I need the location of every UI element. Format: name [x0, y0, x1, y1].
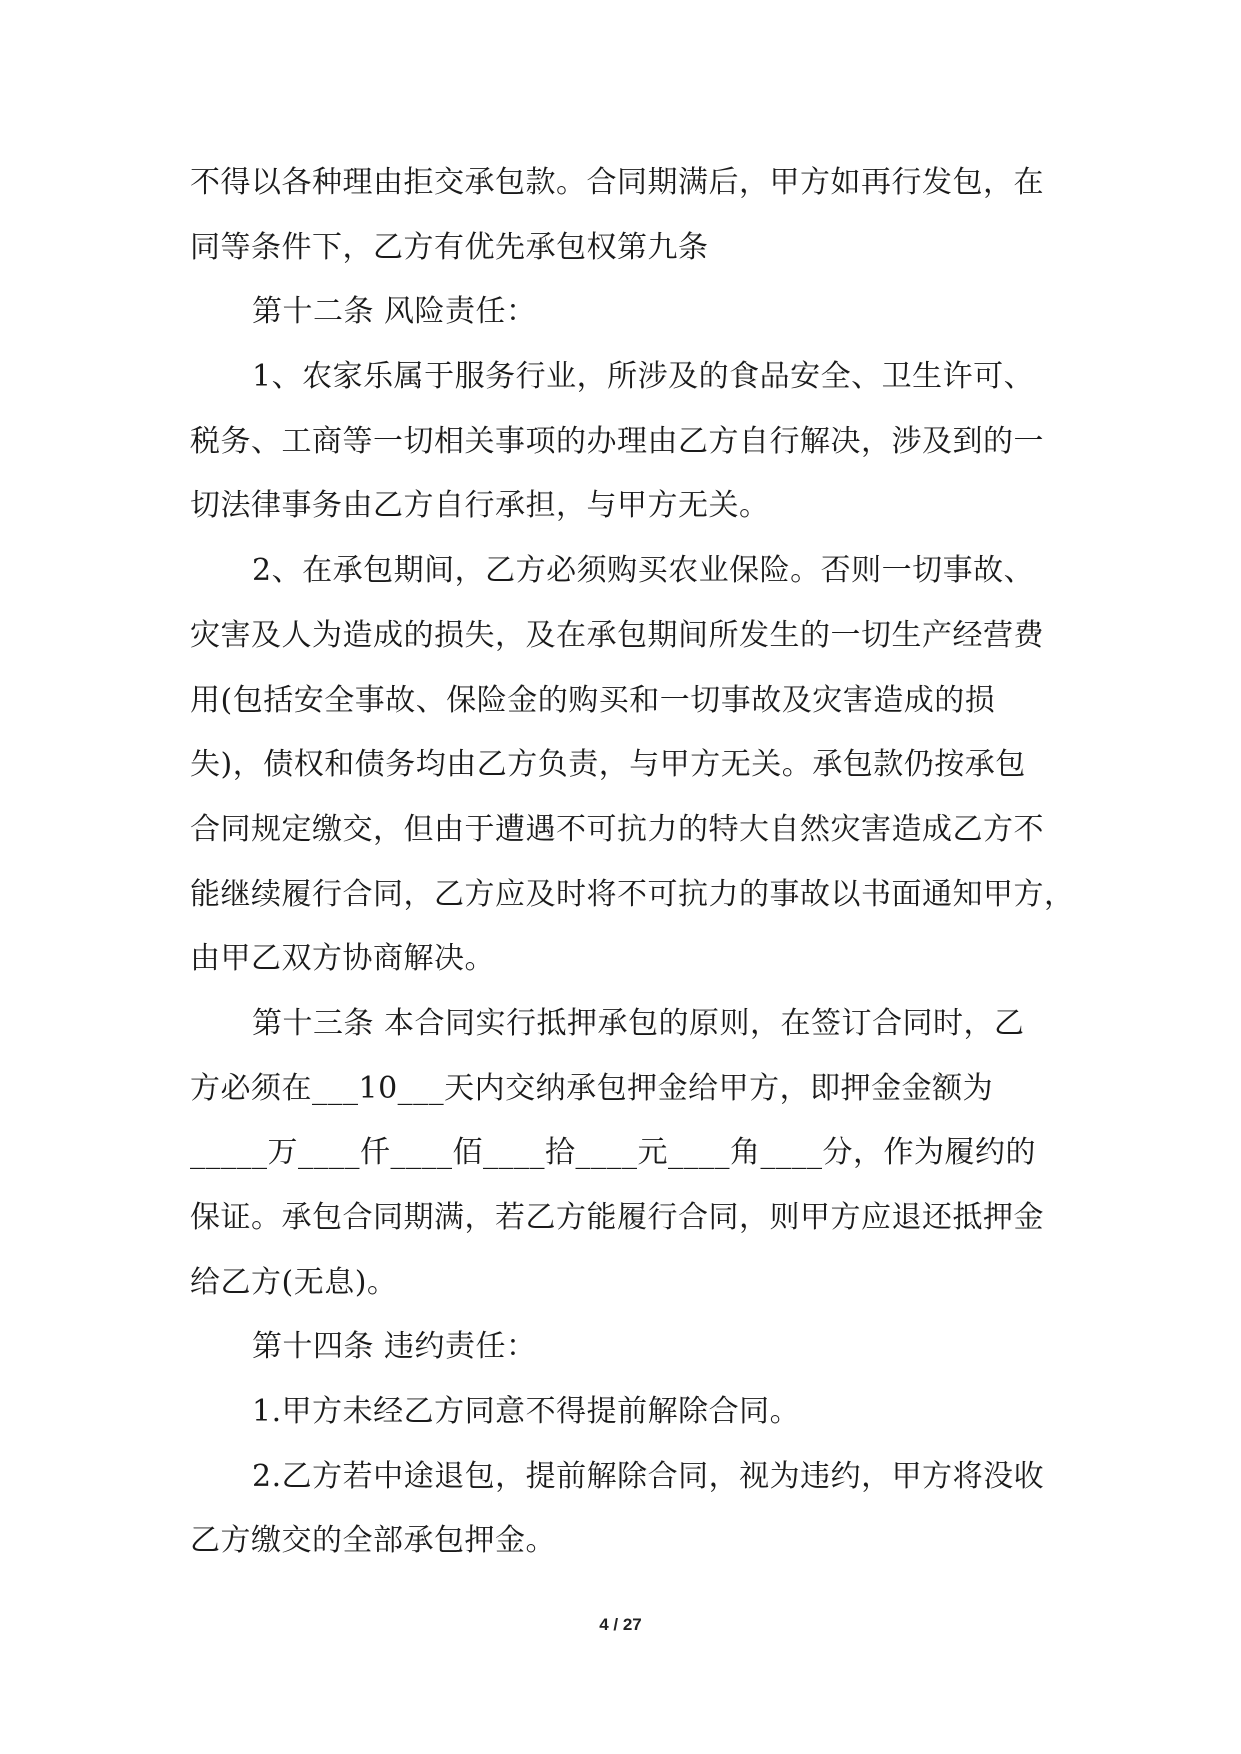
- text-line: 方必须在___10___天内交纳承包押金给甲方，即押金金额为: [190, 1070, 994, 1106]
- page-number: 4 / 27: [599, 1615, 642, 1634]
- text-line: 1.甲方未经乙方同意不得提前解除合同。: [252, 1394, 801, 1430]
- text-line: 失)，债权和债务均由乙方负责，与甲方无关。承包款仍按承包: [190, 747, 1026, 783]
- text-line: 用(包括安全事故、保险金的购买和一切事故及灾害造成的损: [190, 682, 996, 718]
- text-line: 2.乙方若中途退包，提前解除合同，视为违约，甲方将没收: [252, 1458, 1045, 1494]
- text-line: _____万____仟____佰____拾____元____角____分，作为履约的: [190, 1135, 1036, 1171]
- article-12-heading: 第十二条 风险责任：: [252, 294, 537, 330]
- text-line: 2、在承包期间，乙方必须购买农业保险。否则一切事故、: [252, 553, 1035, 589]
- text-line: 灾害及人为造成的损失，及在承包期间所发生的一切生产经营费: [190, 617, 1044, 653]
- text-line: 合同规定缴交，但由于遭遇不可抗力的特大自然灾害造成乙方不: [190, 811, 1044, 847]
- text-line: 同等条件下，乙方有优先承包权第九条: [190, 229, 709, 265]
- article-14-heading: 第十四条 违约责任：: [252, 1329, 537, 1365]
- text-line: 税务、工商等一切相关事项的办理由乙方自行解决，涉及到的一: [190, 423, 1044, 459]
- contract-body: [190, 151, 1075, 1574]
- text-line: 1、农家乐属于服务行业，所涉及的食品安全、卫生许可、: [252, 359, 1035, 395]
- text-line: 给乙方(无息)。: [190, 1264, 398, 1300]
- text-line: 保证。承包合同期满，若乙方能履行合同，则甲方应退还抵押金: [190, 1200, 1044, 1235]
- text-line: 由甲乙双方协商解决。: [190, 941, 495, 977]
- text-line: 能继续履行合同，乙方应及时将不可抗力的事故以书面通知甲方，: [190, 876, 1075, 912]
- article-13-heading: 第十三条 本合同实行抵押承包的原则，在签订合同时，乙: [252, 1005, 1025, 1041]
- text-line: 乙方缴交的全部承包押金。: [190, 1523, 556, 1559]
- text-line: 切法律事务由乙方自行承担，与甲方无关。: [190, 488, 770, 524]
- text-line: 不得以各种理由拒交承包款。合同期满后，甲方如再行发包，在: [190, 165, 1044, 200]
